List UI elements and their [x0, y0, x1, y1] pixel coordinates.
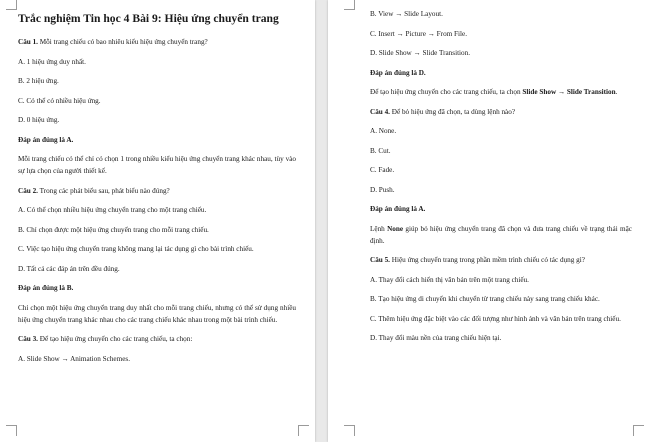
question-text: Trong các phát biểu sau, phát biểu nào đúng?	[37, 186, 170, 195]
explanation-text: giúp bỏ hiệu ứng chuyển trang đã chọn và đưa trang chiếu về trạng thái mặc định.	[370, 224, 632, 245]
page-corner-mark	[344, 425, 355, 436]
option-d: D. Slide Show → Slide Transition.	[370, 49, 471, 57]
option-c: C. Có thể có nhiều hiệu ứng.	[18, 96, 101, 105]
question-label: Câu 4.	[370, 107, 390, 116]
question-text: Hiệu ứng chuyển trang trong phần mềm trình chiếu có tác dụng gì?	[389, 256, 585, 264]
option-b: B. Cut.	[370, 146, 391, 155]
option-c: C. Fade.	[370, 166, 395, 174]
answer-explanation: Mỗi trang chiếu có thể chỉ có chọn 1 trong nhiều kiểu hiệu ứng chuyển trang khác nhau, tùy vào sự lựa chọn của người thiết kế.	[18, 155, 296, 175]
question-label: Câu 3.	[18, 335, 38, 343]
explanation-text: Lệnh	[370, 224, 388, 233]
option-b: B. View → Slide Layout.	[370, 10, 443, 18]
answer-explanation	[370, 86, 632, 98]
document-page-right	[328, 0, 650, 442]
option-a: A. Thay đổi cách hiển thị văn bản trên một trang chiếu.	[370, 275, 529, 284]
option-b: B. Tạo hiệu ứng di chuyển khi chuyển từ trang chiếu này sang trang chiếu khác.	[370, 295, 600, 303]
answer-label: Đáp án đúng là B.	[18, 284, 74, 292]
answer-label: Đáp án đúng là A.	[18, 135, 74, 144]
question-text: Để bỏ hiệu ứng đã chọn, ta dùng lệnh nào?	[389, 107, 516, 116]
question-text: Để tạo hiệu ứng chuyển cho các trang chiếu, ta chọn:	[37, 335, 193, 343]
option-b: B. 2 hiệu ứng.	[18, 77, 59, 85]
option-d: D. Push.	[370, 185, 395, 194]
page-content	[18, 8, 296, 428]
explanation-text: Để tạo hiệu ứng chuyển cho các trang chiếu, ta chọn	[370, 88, 523, 96]
explanation-text: .	[615, 88, 618, 96]
page-corner-mark	[6, 425, 17, 436]
page-content	[370, 8, 632, 428]
question-label: Câu 1.	[18, 38, 38, 46]
page-corner-mark	[344, 0, 355, 10]
answer-explanation: Chỉ chọn một hiệu ứng chuyển trang duy nhất cho mỗi trang chiếu, nhưng có thể sử dụng nhiều hiệu ứng chuyển trang khác nhau cho các trang chiếu khác nhau trong một bài trình chiếu.	[18, 303, 296, 324]
question-label: Câu 5.	[370, 256, 390, 264]
question-3	[18, 333, 296, 345]
question-4	[370, 106, 632, 118]
question-1	[18, 36, 296, 48]
answer-label: Đáp án đúng là D.	[370, 68, 426, 77]
option-d: D. 0 hiệu ứng.	[18, 116, 60, 124]
question-2	[18, 185, 296, 197]
answer-explanation	[370, 223, 632, 247]
explanation-command: Slide Show → Slide Transition	[522, 88, 616, 96]
page-corner-mark	[6, 0, 17, 10]
question-text: Mỗi trang chiếu có bao nhiêu kiểu hiệu ứng chuyển trang?	[37, 38, 208, 46]
explanation-command: None	[387, 224, 404, 233]
option-c: C. Thêm hiệu ứng đặc biệt vào các đối tượng như hình ảnh và văn bản trên trang chiếu.	[370, 314, 621, 323]
option-d: D. Tất cả các đáp án trên đều đúng.	[18, 264, 120, 273]
answer-label: Đáp án đúng là A.	[370, 205, 426, 213]
page-corner-mark	[633, 425, 644, 436]
option-d: D. Thay đổi màu nền của trang chiếu hiện tại.	[370, 334, 502, 342]
page-corner-mark	[298, 425, 309, 436]
option-a: A. 1 hiệu ứng duy nhất.	[18, 57, 86, 66]
option-a: A. Slide Show → Animation Schemes.	[18, 354, 131, 363]
option-b: B. Chỉ chọn được một hiệu ứng chuyển trang cho mỗi trang chiếu.	[18, 225, 209, 234]
question-5	[370, 254, 632, 266]
question-label: Câu 2.	[18, 186, 38, 195]
option-a: A. None.	[370, 127, 397, 135]
option-a: A. Có thể chọn nhiều hiệu ứng chuyển trang cho một trang chiếu.	[18, 206, 207, 214]
option-c: C. Việc tạo hiệu ứng chuyển trang không mang lại tác dụng gì cho bài trình chiếu.	[18, 245, 254, 253]
document-page-left	[0, 0, 315, 442]
document-title: Trắc nghiệm Tin học 4 Bài 9: Hiệu ứng chuyển trang	[18, 12, 279, 25]
option-c: C. Insert → Picture → From File.	[370, 29, 468, 38]
